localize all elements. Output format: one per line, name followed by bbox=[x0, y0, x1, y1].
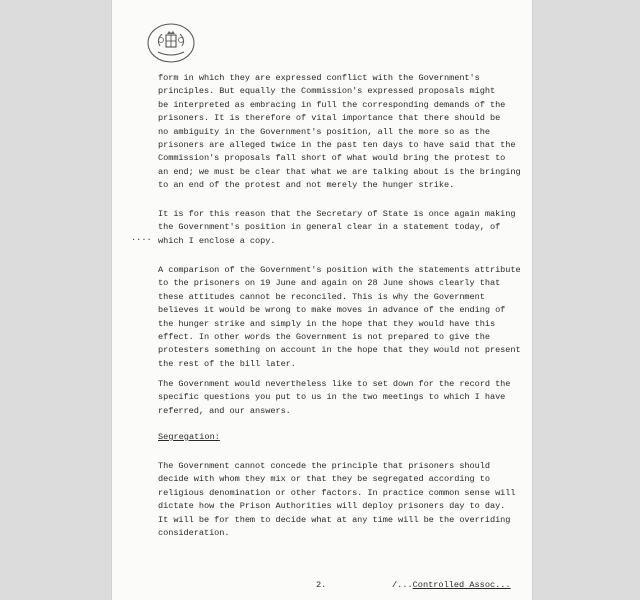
section-heading: Segregation: bbox=[158, 432, 220, 442]
continuation-prefix: /... bbox=[392, 580, 413, 590]
text-line: form in which they are expressed conflict with the Government's bbox=[158, 73, 480, 83]
text-line: consideration. bbox=[158, 527, 230, 538]
text-line: be interpreted as embracing in full the corresponding demands of the bbox=[158, 99, 506, 110]
text-line: prisoners are alleged twice in the past ten days to have said that the bbox=[158, 139, 516, 150]
text-line: believes it would be wrong to make moves in advance of the ending of bbox=[158, 305, 506, 316]
continuation-catchword bbox=[392, 580, 511, 590]
royal-crest-icon bbox=[146, 22, 196, 64]
page-number: 2. bbox=[316, 580, 327, 590]
paragraph-1 bbox=[158, 72, 521, 193]
text-line: It will be for them to decide what at any time will be the overriding bbox=[158, 514, 511, 525]
text-line: The Government cannot concede the principle that prisoners should bbox=[158, 461, 490, 471]
text-line: The Government would nevertheless like to set down for the record the bbox=[158, 379, 511, 389]
text-line: these attitudes cannot be reconciled. This is why the Government bbox=[158, 291, 485, 302]
text-line: to the prisoners on 19 June and again on 28 June shows clearly that bbox=[158, 278, 501, 289]
paragraph-2 bbox=[158, 208, 518, 248]
text-line: the Government's position in general clear in a statement today, of bbox=[158, 222, 501, 233]
text-line: decide with whom they mix or that they be segregated according to bbox=[158, 474, 490, 485]
text-line: dictate how the Prison Authorities will deploy prisoners day to day. bbox=[158, 501, 506, 512]
text-line: Commission's proposals fall short of what would bring the protest to bbox=[158, 153, 506, 164]
text-line: prisoners. It is therefore of vital importance that there should be bbox=[158, 113, 501, 124]
text-line: principles. But equally the Commission's expressed proposals might bbox=[158, 86, 496, 97]
text-line: religious denomination or other factors. In practice common sense will bbox=[158, 487, 516, 498]
paragraph-5 bbox=[158, 460, 518, 540]
text-line: It is for this reason that the Secretary of State is once again making bbox=[158, 209, 516, 219]
text-line: the rest of the bill later. bbox=[158, 358, 296, 369]
paragraph-4 bbox=[158, 378, 518, 418]
paragraph-3 bbox=[158, 264, 521, 371]
text-line: no ambiguity in the Government's position, all the more so as the bbox=[158, 126, 490, 137]
margin-mark: .... bbox=[131, 233, 152, 243]
text-line: effect. In other words the Government is not prepared to give the bbox=[158, 331, 490, 342]
text-line: A comparison of the Government's position with the statements attribute bbox=[158, 265, 521, 275]
text-line: specific questions you put to us in the two meetings to which I have bbox=[158, 392, 506, 403]
text-line: which I enclose a copy. bbox=[158, 235, 276, 246]
continuation-word: Controlled Assoc... bbox=[412, 580, 511, 590]
text-line: the hunger strike and simply in the hope that they would have this bbox=[158, 318, 496, 329]
text-line: referred, and our answers. bbox=[158, 405, 291, 416]
text-line: to an end of the protest and not merely the hunger strike. bbox=[158, 180, 455, 191]
text-line: an end; we must be clear that what we are talking about is the bringing bbox=[158, 166, 521, 177]
text-line: protesters something on account in the hope that they would not present bbox=[158, 345, 521, 356]
